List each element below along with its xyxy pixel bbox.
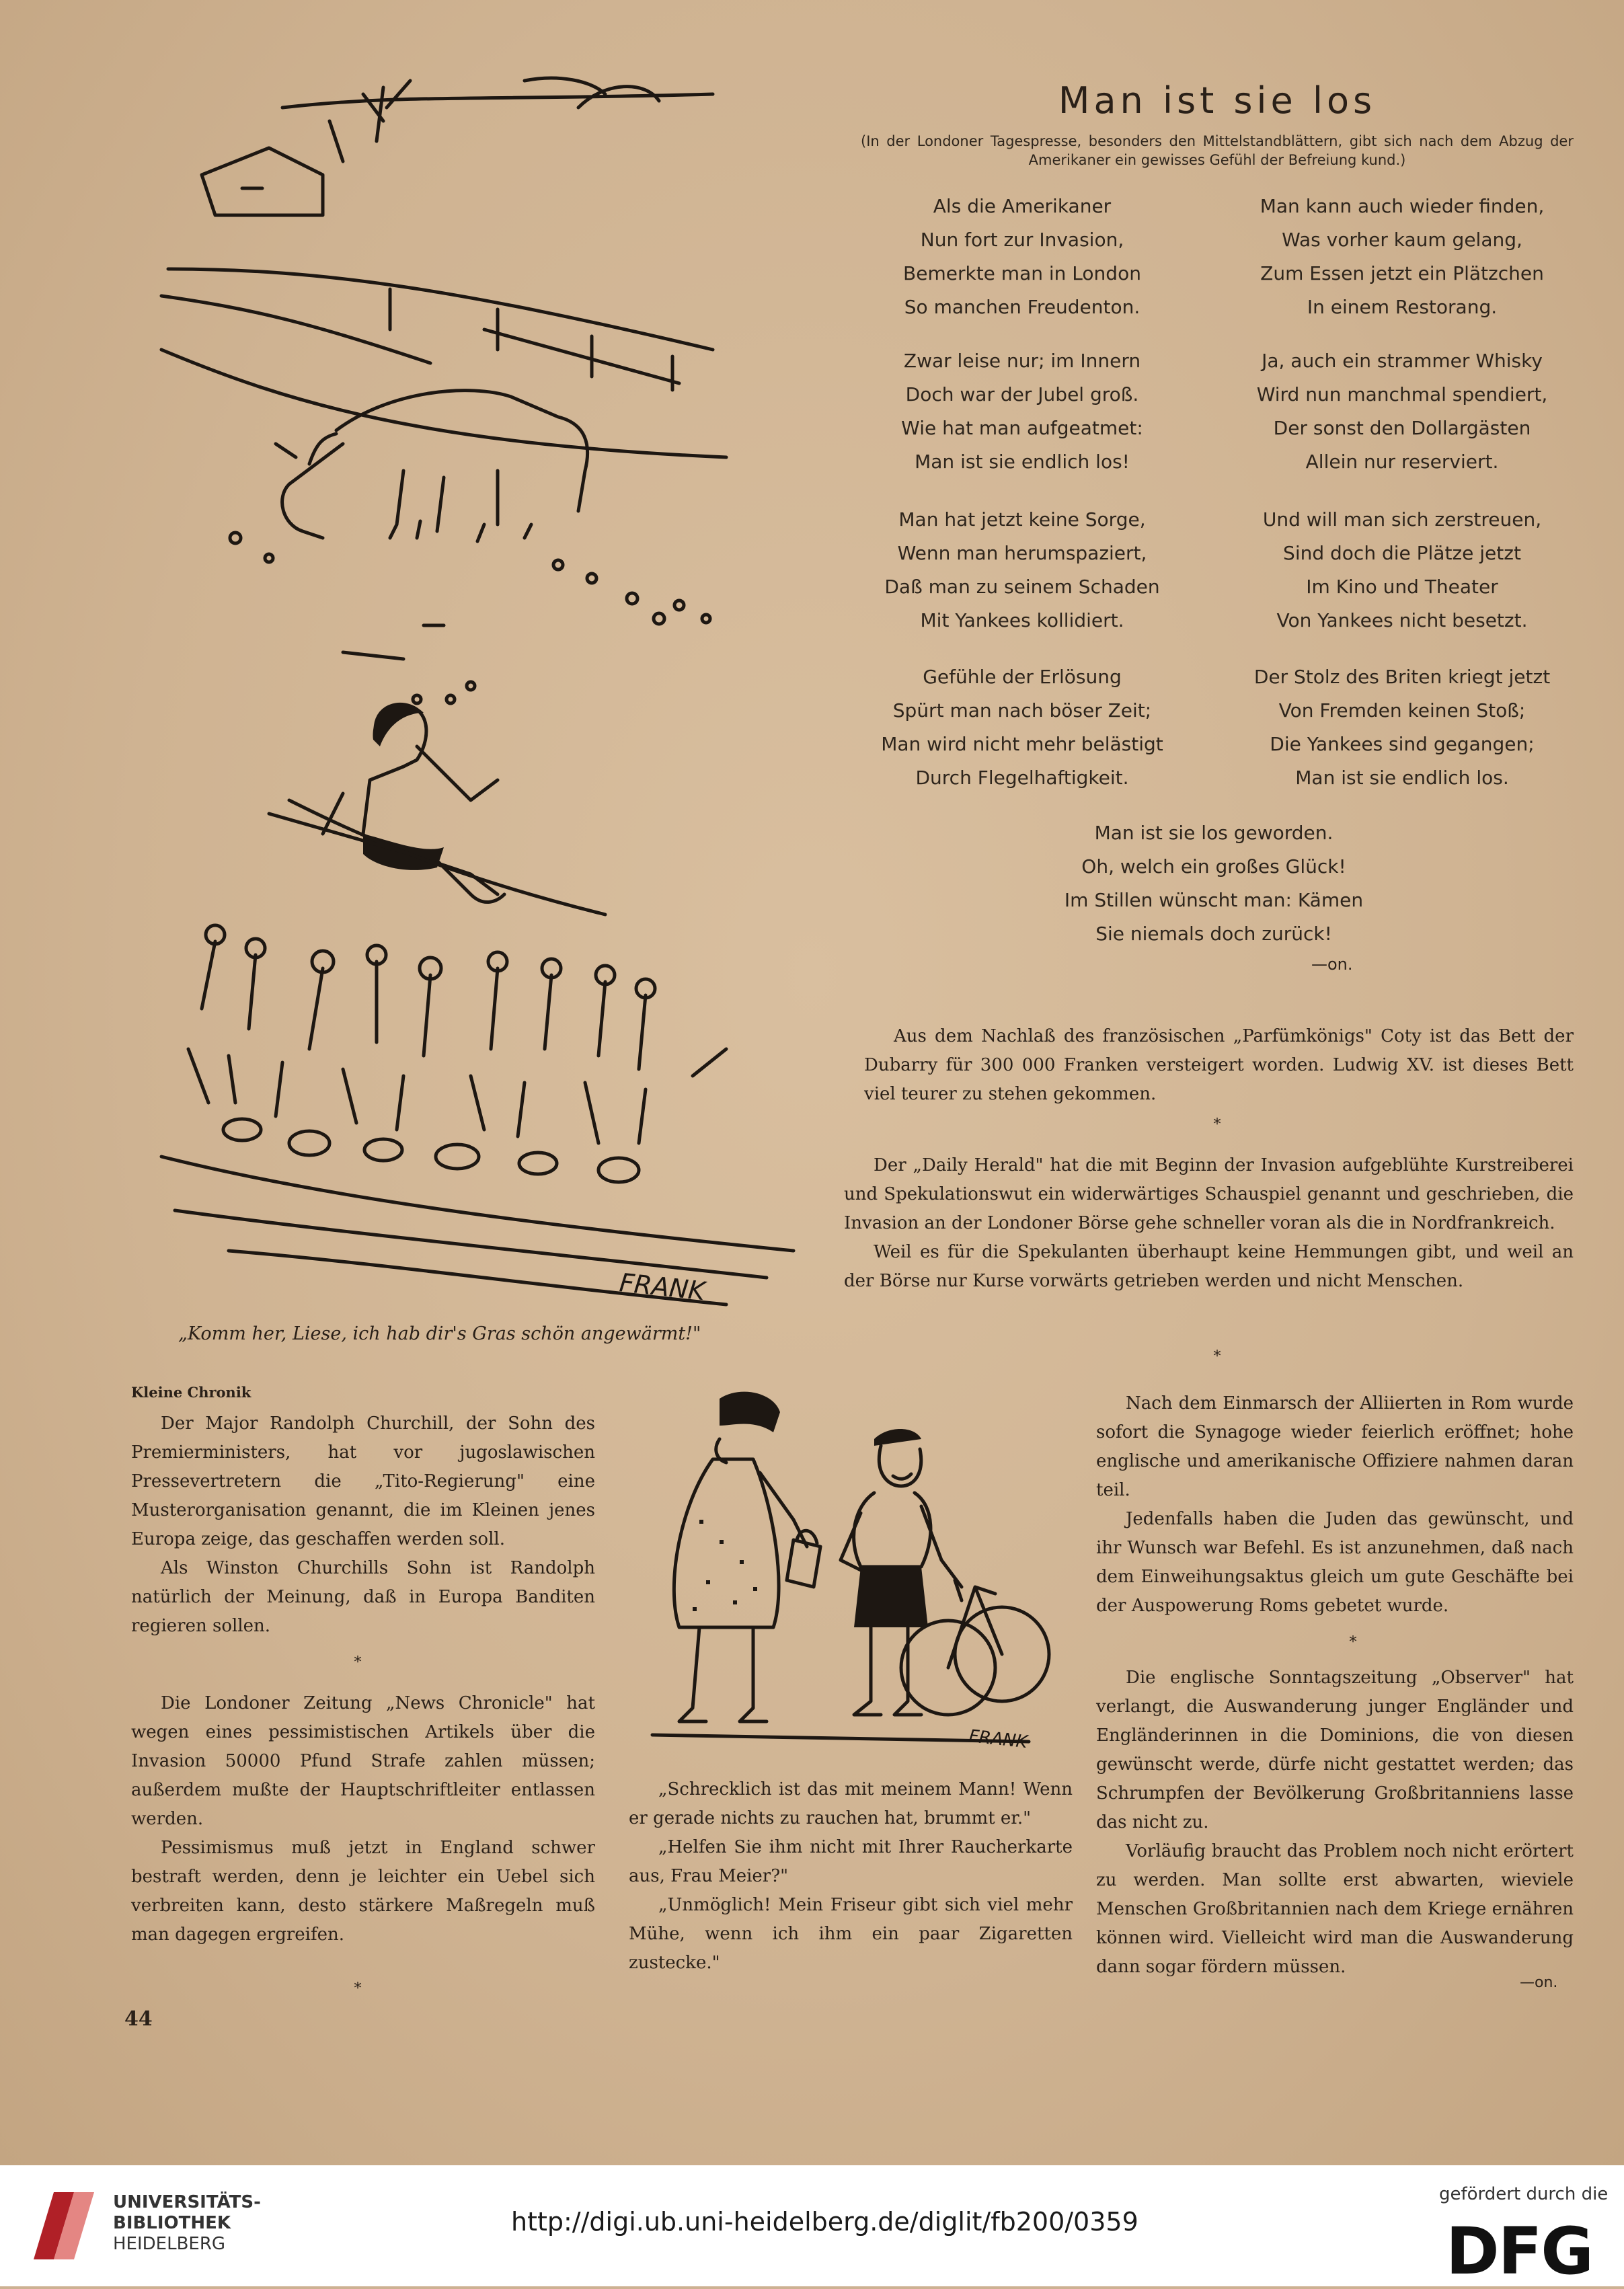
woman-left-dots — [693, 1520, 757, 1611]
poem-final-stanza: Man ist sie los geworden. Oh, welch ein großes Glück! Im Stillen wünscht man: Kämen Sie niemals doch zurück! — [1064, 822, 1364, 945]
poem-stanza-right-4: Der Stolz des Briten kriegt jetzt Von Fremden keinen Stoß; Die Yankees sind gegangen; Man ist sie endlich los. — [1253, 666, 1551, 789]
fence — [390, 289, 679, 390]
tree-branches — [330, 81, 410, 161]
poem-stanza-right-2: Ja, auch ein strammer Whisky Wird nun manchmal spendiert, Der sonst den Dollargästen Allein nur reserviert. — [1256, 350, 1548, 473]
source-url-link[interactable]: http://digi.ub.uni-heidelberg.de/diglit/fb200/0359 — [511, 2207, 1138, 2237]
poem-stanza-left-3: Man hat jetzt keine Sorge, Wenn man herumspaziert, Daß man zu seinem Schaden Mit Yankees kollidiert. — [884, 508, 1160, 631]
hill-line — [161, 269, 713, 363]
right-column-signature: —on. — [1520, 1974, 1558, 1991]
rome-synagogue-text: Nach dem Einmarsch der Alliierten in Rom wurde sofort die Synagoge wieder feierlich eröffnet; hohe englische und amerikanische Offiziere nahmen daran teil. Jedenfalls haben die Juden das gewünscht, und ihr Wunsch war Befehl. Es ist anzunehmen, daß nach dem Einweihungsaktus gleich um gute Geschäfte bei der Auspowerung Roms gebetet wurde. — [1096, 1393, 1574, 1616]
poem-stanza-left-1: Als die Amerikaner Nun fort zur Invasion, Bemerkte man in London So manchen Freudenton. — [903, 195, 1141, 318]
poem-subtitle: (In der Londoner Tagespresse, besonders den Mittelstandblättern, gibt sich nach dem Abzug der Amerikaner ein gewisses Gefühl der Befreiung kund.) — [861, 133, 1574, 168]
woman-right-face — [879, 1446, 921, 1486]
cartoon1-caption: „Komm her, Liese, ich hab dir's Gras schön angewärmt!" — [178, 1323, 701, 1344]
poem-stanza-left-2: Zwar leise nur; im Innern Doch war der Jubel groß. Wie hat man aufgeatmet: Man ist sie endlich los! — [901, 350, 1143, 473]
farmhouse — [202, 148, 323, 215]
girl — [323, 704, 504, 902]
note-coty: Aus dem Nachlaß des französischen „Parfümkönigs" Coty ist das Bett der Dubarry für 300 000 Franken versteigert worden. Ludwig XV. ist dieses Bett viel teurer zu stehen gekommen. — [864, 1026, 1574, 1104]
woman-right-hat — [874, 1429, 921, 1446]
kleine-chronik-text-2: Die Londoner Zeitung „News Chronicle" hat wegen eines pessimistischen Artikels über die Invasion 50000 Pfund Strafe zahlen müssen; außerdem mußte der Hauptschriftleiter entlassen werden. Pessimismus muß jetzt in England schwer bestraft werden, denn je leichter ein Uebel sich verbreiten kann, desto stärkere Maßregeln muß man dagegen ergreifen. — [131, 1693, 595, 1945]
note-separator-2: * — [1213, 1348, 1221, 1365]
note-separator-1: * — [1213, 1116, 1221, 1133]
woman-left-legs — [679, 1627, 767, 1721]
slope-line — [161, 350, 726, 457]
cartoon2-caption: „Schrecklich ist das mit meinem Mann! Wenn er gerade nichts zu rauchen hat, brummt er." „Helfen Sie ihm nicht mit Ihrer Raucherkarte aus, Frau Meier?" „Unmöglich! Mein Friseur gibt sich viel mehr Mühe, wenn ich ihm ein paar Zigaretten zustecke." — [629, 1779, 1073, 1973]
footer-bar — [0, 2165, 1624, 2289]
woman-right-skirt — [854, 1567, 928, 1627]
right-separator: * — [1349, 1634, 1357, 1651]
cartoon-landscape-drawing — [121, 67, 841, 1318]
kleine-chronik-text: Der Major Randolph Churchill, der Sohn des Premierministers, hat vor jugoslawischen Pressevertretern die „Tito-Regierung" eine Musterorganisation genannt, die im Kleinen jenes Europa zeige, das geschaffen werden soll. Als Winston Churchills Sohn ist Randolph natürlich der Meinung, daß in Europa Banditen regieren sollen. — [131, 1413, 595, 1636]
chronik-separator-2: * — [354, 1980, 362, 1997]
poem-signature: —on. — [1311, 955, 1353, 974]
note-daily-herald: Der „Daily Herald" hat die mit Beginn der Invasion aufgeblühte Kurstreiberei und Spekulationswut ein widerwärtiges Schauspiel genannt und geschrieben, die Invasion an der Londoner Börse gehe schneller voran als die in Nordfrankreich. Weil es für die Spekulanten überhaupt keine Hemmungen gibt, und weil an der Börse nur Kurse vorwärts getrieben werden und nicht Menschen. — [844, 1155, 1574, 1291]
observer-text: Die englische Sonntagszeitung „Observer" hat verlangt, die Auswanderung junger Engländer und Engländerinnen in die Dominions, die von diesen gewünscht werde, dürfe nicht gestattet werden; das Schrumpfen der Bevölkerung Großbritanniens lasse das nicht zu. Vorläufig braucht das Problem noch nicht erörtert zu werden. Man sollte erst abwarten, wieviele Menschen Großbritannien nach dem Kriege ernähren können wird. Vielleicht wird man die Auswanderung dann sogar fördern müssen. — [1096, 1668, 1574, 1977]
kleine-chronik-heading: Kleine Chronik — [131, 1384, 252, 1401]
poem-stanza-right-3: Und will man sich zerstreuen, Sind doch die Plätze jetzt Im Kino und Theater Von Yankees nicht besetzt. — [1262, 508, 1542, 631]
cartoon1-signature: FRANK — [618, 1268, 707, 1307]
cow — [276, 391, 588, 538]
chronik-separator-1: * — [354, 1654, 362, 1671]
dash-marks — [343, 625, 444, 659]
woman-left-hat — [720, 1392, 780, 1432]
university-library-logo — [27, 2185, 101, 2266]
poem-title: Man ist sie los — [1058, 79, 1377, 122]
cartoon2-signature: FRANK — [968, 1726, 1029, 1753]
funded-by-label: gefördert durch die — [1439, 2184, 1609, 2204]
grass-strokes — [188, 1049, 726, 1143]
cloud-line — [282, 78, 713, 108]
library-name: UNIVERSITÄTS- BIBLIOTHEK HEIDELBERG — [113, 2192, 261, 2254]
cartoon-women-drawing — [639, 1385, 1042, 1762]
cow-grass — [390, 521, 531, 541]
girl-hair — [373, 703, 424, 746]
woman-left-body — [674, 1439, 807, 1627]
page-number: 44 — [124, 2007, 153, 2031]
poem-stanza-right-1: Man kann auch wieder finden, Was vorher kaum gelang, Zum Essen jetzt ein Plätzchen In einem Restorang. — [1260, 195, 1545, 318]
poem-stanza-left-4: Gefühle der Erlösung Spürt man nach böser Zeit; Man wird nicht mehr belästigt Durch Flegelhaftigkeit. — [881, 666, 1163, 789]
dfg-logo: DFG — [1446, 2214, 1593, 2289]
